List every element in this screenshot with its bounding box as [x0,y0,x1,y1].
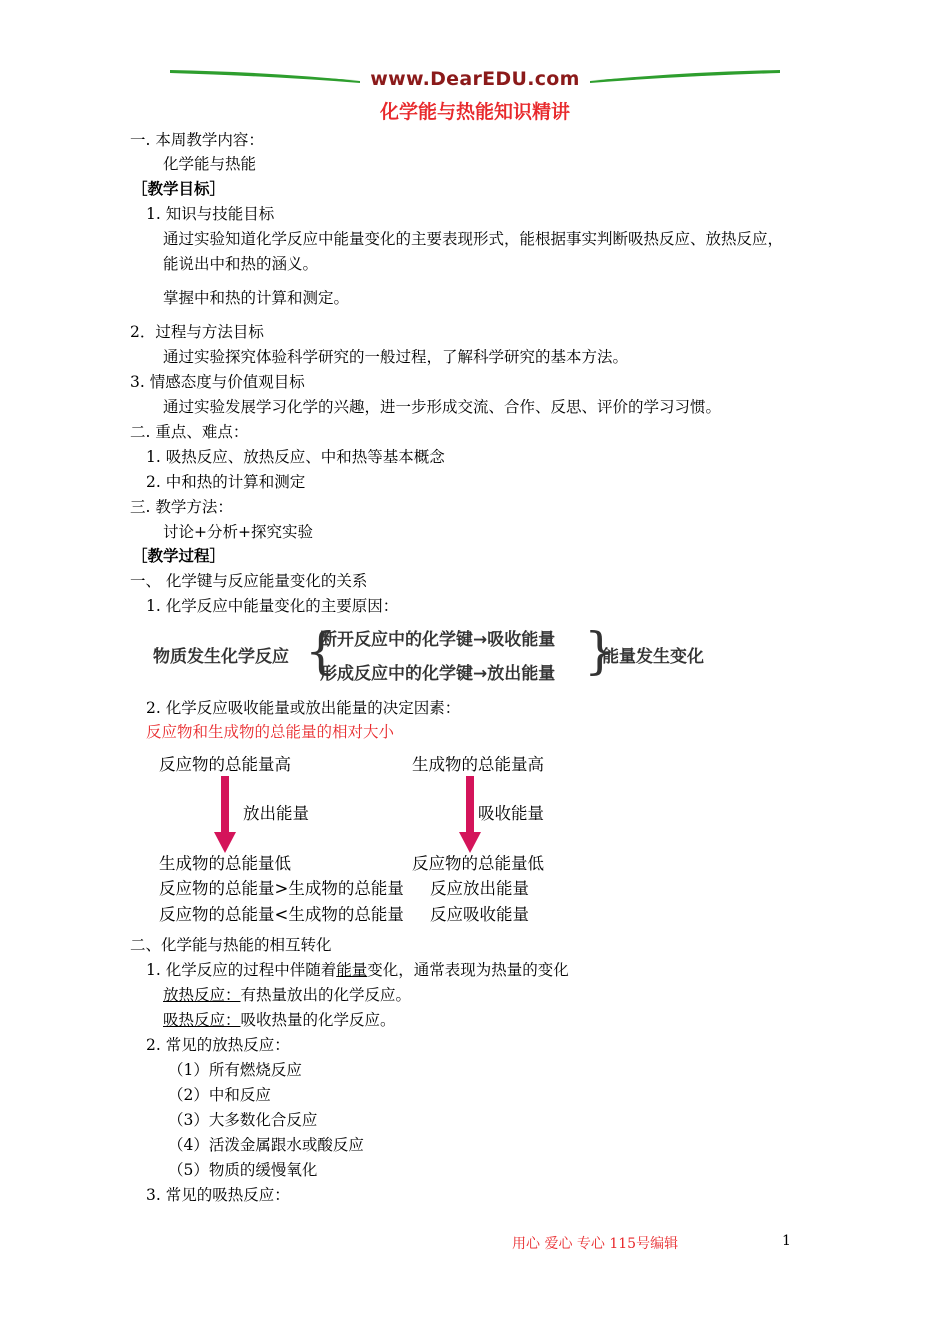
diagram-label: 反应物的总能量低 [412,854,544,873]
section-heading: 二、化学能与热能的相互转化 [130,936,332,954]
diagram-label: 吸收能量 [478,804,544,823]
list-item: （5）物质的缓慢氧化 [168,1161,318,1179]
definition-text: 吸收热量的化学反应。 [240,1011,396,1029]
diagram-label: 反应物的总能量高 [159,755,291,774]
diagram-label: 放出能量 [243,804,309,823]
left-brace: { [305,622,337,680]
list-item [146,960,569,980]
right-brace: } [584,622,616,680]
page-title: 化学能与热能知识精讲 [379,101,570,123]
underlined-term: 能量 [336,961,368,979]
goal-1-title: 1. 知识与技能目标 [146,205,275,223]
goal-1-text: 通过实验知道化学反应中能量变化的主要表现形式，能根据事实判断吸热反应、放热反应， [163,230,784,248]
diagram-label: 反应放出能量 [430,879,529,898]
underlined-term: 吸热反应： [163,1011,241,1029]
section-heading: 一. 本周教学内容： [130,131,264,149]
list-item: 2. 中和热的计算和测定 [146,473,306,491]
diagram-label: 形成反应中的化学键→放出能量 [320,664,556,684]
list-item: 2. 化学反应吸收能量或放出能量的决定因素： [146,699,461,717]
goal-2-title: 2．过程与方法目标 [130,323,264,341]
diagram-label: 生成物的总能量低 [159,854,291,873]
definition [163,1010,396,1030]
goal-1-text: 能说出中和热的涵义。 [163,255,319,273]
diagram-label: 断开反应中的化学键→吸收能量 [320,630,556,650]
section-heading: 一、 化学键与反应能量变化的关系 [130,572,368,590]
text-segment: 变化，通常表现为热量的变化 [367,961,569,979]
diagram-label: 反应物的总能量<生成物的总能量 [159,905,404,924]
section-heading: 三. 教学方法： [130,498,233,516]
text-segment: 1. 化学反应的过程中伴随着 [146,961,337,979]
diagram-label: 反应吸收能量 [430,905,529,924]
definition [163,985,411,1005]
diagram-label: 物质发生化学反应 [153,647,289,667]
goals-label: ［教学目标］ [132,180,226,198]
list-item: （4）活泼金属跟水或酸反应 [168,1136,364,1154]
list-item: （2）中和反应 [168,1086,271,1104]
definition-text: 有热量放出的化学反应。 [240,986,412,1004]
goal-1-text: 掌握中和热的计算和测定。 [163,289,350,307]
list-item: （1）所有燃烧反应 [168,1061,302,1079]
diagram-label: 生成物的总能量高 [412,755,544,774]
process-label: ［教学过程］ [132,547,226,565]
underlined-term: 放热反应： [163,986,241,1004]
header-banner [170,64,780,96]
section-content: 化学能与热能 [163,155,257,173]
goal-2-text: 通过实验探究体验科学研究的一般过程，了解科学研究的基本方法。 [163,348,629,366]
down-arrow-icon [210,776,240,854]
diagram-label: 能量发生变化 [602,647,704,667]
list-item: 1. 吸热反应、放热反应、中和热等基本概念 [146,448,445,466]
page-number: 1 [782,1233,791,1249]
section-heading: 二. 重点、难点： [130,423,249,441]
site-name: www.DearEDU.com [370,68,580,90]
list-item: 1. 化学反应中能量变化的主要原因： [146,597,399,615]
highlight-text: 反应物和生成物的总能量的相对大小 [146,723,395,741]
diagram-label: 反应物的总能量>生成物的总能量 [159,879,404,898]
list-item: 2. 常见的放热反应： [146,1036,290,1054]
footer-text: 用心 爱心 专心 115号编辑 [512,1236,679,1252]
list-item: （3）大多数化合反应 [168,1111,318,1129]
goal-3-title: 3. 情感态度与价值观目标 [130,373,305,391]
list-item: 3. 常见的吸热反应： [146,1186,290,1204]
goal-3-text: 通过实验发展学习化学的兴趣，进一步形成交流、合作、反思、评价的学习习惯。 [163,398,722,416]
section-content: 讨论+分析+探究实验 [163,523,313,541]
